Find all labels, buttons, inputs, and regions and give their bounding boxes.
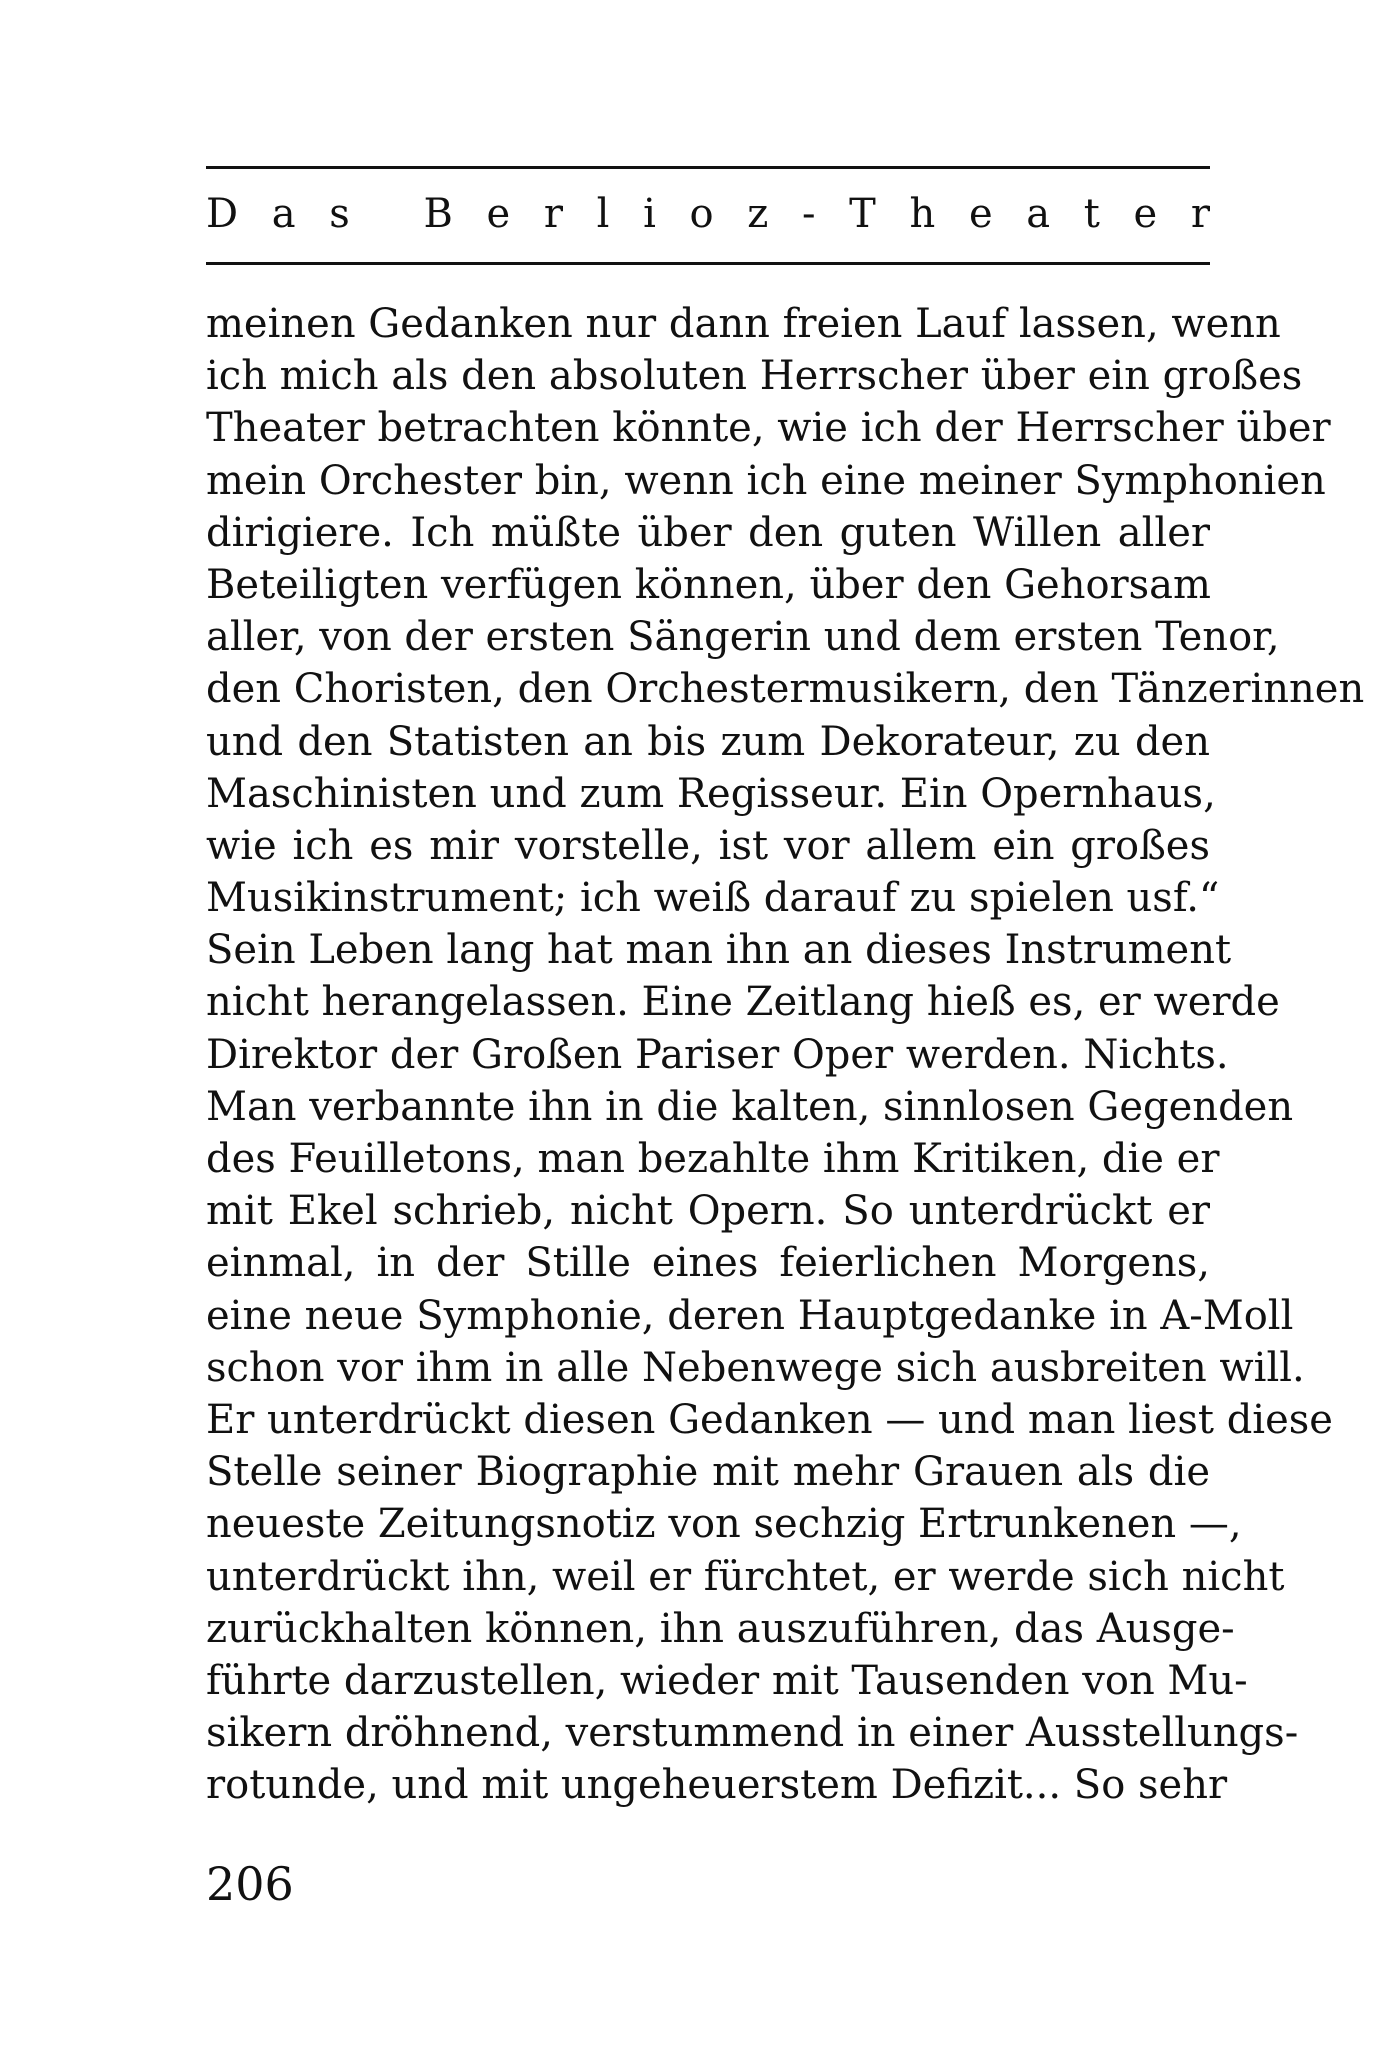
text-line: Man verbannte ihn in die kalten, sinnlosen Gegenden — [206, 1083, 1294, 1130]
text-line: nicht herangelassen. Eine Zeitlang hieß es, er werde — [206, 979, 1280, 1026]
running-head-letter: i — [643, 191, 656, 237]
running-head-letter: D — [206, 191, 239, 237]
text-line: dirigiere. Ich müßte über den guten Willen aller — [206, 509, 1210, 556]
text-line: Theater betrachten könnte, wie ich der Herrscher über — [206, 405, 1331, 452]
running-head-letter: t — [1083, 191, 1100, 237]
running-head-letter: h — [909, 191, 936, 237]
running-head-letter: B — [423, 191, 453, 237]
running-head-letter: - — [802, 191, 816, 237]
text-line: unterdrückt ihn, weil er fürchtet, er werde sich nicht — [206, 1553, 1285, 1600]
text-line: des Feuilletons, man bezahlte ihm Kritiken, die er — [206, 1136, 1220, 1182]
text-line: eine neue Symphonie, deren Hauptgedanke in A-Moll — [206, 1292, 1294, 1339]
body-text — [206, 298, 1365, 1811]
text-line: Maschinisten und zum Regisseur. Ein Opernhaus, — [206, 770, 1216, 817]
running-head-letter: o — [689, 191, 714, 237]
running-head-letter: l — [596, 191, 610, 237]
text-line: einmal, in der Stille eines feierlichen Morgens, — [206, 1240, 1210, 1287]
running-head-letter: T — [849, 191, 876, 237]
text-line: Sein Leben lang hat man ihn an dieses Instrument — [206, 927, 1232, 974]
running-head-letter: r — [1190, 191, 1210, 237]
running-head-letter: e — [486, 191, 511, 237]
running-head — [206, 186, 1210, 242]
text-line: mein Orchester bin, wenn ich eine meiner Symphonien — [206, 457, 1326, 504]
running-head-letter: a — [1026, 191, 1051, 237]
text-line: wie ich es mir vorstelle, ist vor allem ein großes — [206, 822, 1210, 869]
running-head-letter: e — [1133, 191, 1158, 237]
running-head-letter: s — [329, 191, 350, 237]
header-rule-top — [206, 166, 1210, 169]
page-number: 206 — [206, 1857, 294, 1911]
text-line: neueste Zeitungsnotiz von sechzig Ertrunkenen —, — [206, 1501, 1242, 1548]
text-line: rotunde, und mit ungeheuerstem Defizit... So sehr — [206, 1762, 1228, 1809]
text-line: Beteiligten verfügen können, über den Gehorsam — [206, 561, 1211, 608]
text-line: ich mich als den absoluten Herrscher über ein großes — [206, 353, 1303, 400]
running-head-letter: z — [747, 191, 769, 237]
running-head-letter: a — [271, 191, 296, 237]
running-head-letter: e — [968, 191, 993, 237]
text-line: mit Ekel schrieb, nicht Opern. So unterdrückt er — [206, 1188, 1210, 1235]
text-line: den Choristen, den Orchestermusikern, den Tänzerinnen — [206, 666, 1365, 713]
text-line: meinen Gedanken nur dann freien Lauf lassen, wenn — [206, 301, 1281, 347]
text-line: sikern dröhnend, verstummend in einer Ausstellungs- — [206, 1710, 1299, 1757]
text-line: Er unterdrückt diesen Gedanken — und man liest diese — [206, 1396, 1333, 1443]
text-line: zurückhalten können, ihn auszuführen, das Ausge- — [206, 1605, 1235, 1652]
header-rule-bottom — [206, 262, 1210, 265]
text-line: führte darzustellen, wieder mit Tausenden von Mu- — [206, 1657, 1248, 1704]
text-line: Direktor der Großen Pariser Oper werden. Nichts. — [206, 1031, 1229, 1078]
text-line: aller, von der ersten Sängerin und dem ersten Tenor, — [206, 614, 1280, 661]
text-line: Stelle seiner Biographie mit mehr Grauen als die — [206, 1449, 1210, 1496]
text-line: und den Statisten an bis zum Dekorateur, zu den — [206, 718, 1210, 765]
running-head-letter: r — [543, 191, 563, 237]
text-line: schon vor ihm in alle Nebenwege sich ausbreiten will. — [206, 1344, 1305, 1391]
text-line: Musikinstrument; ich weiß darauf zu spielen usf.“ — [206, 875, 1220, 922]
